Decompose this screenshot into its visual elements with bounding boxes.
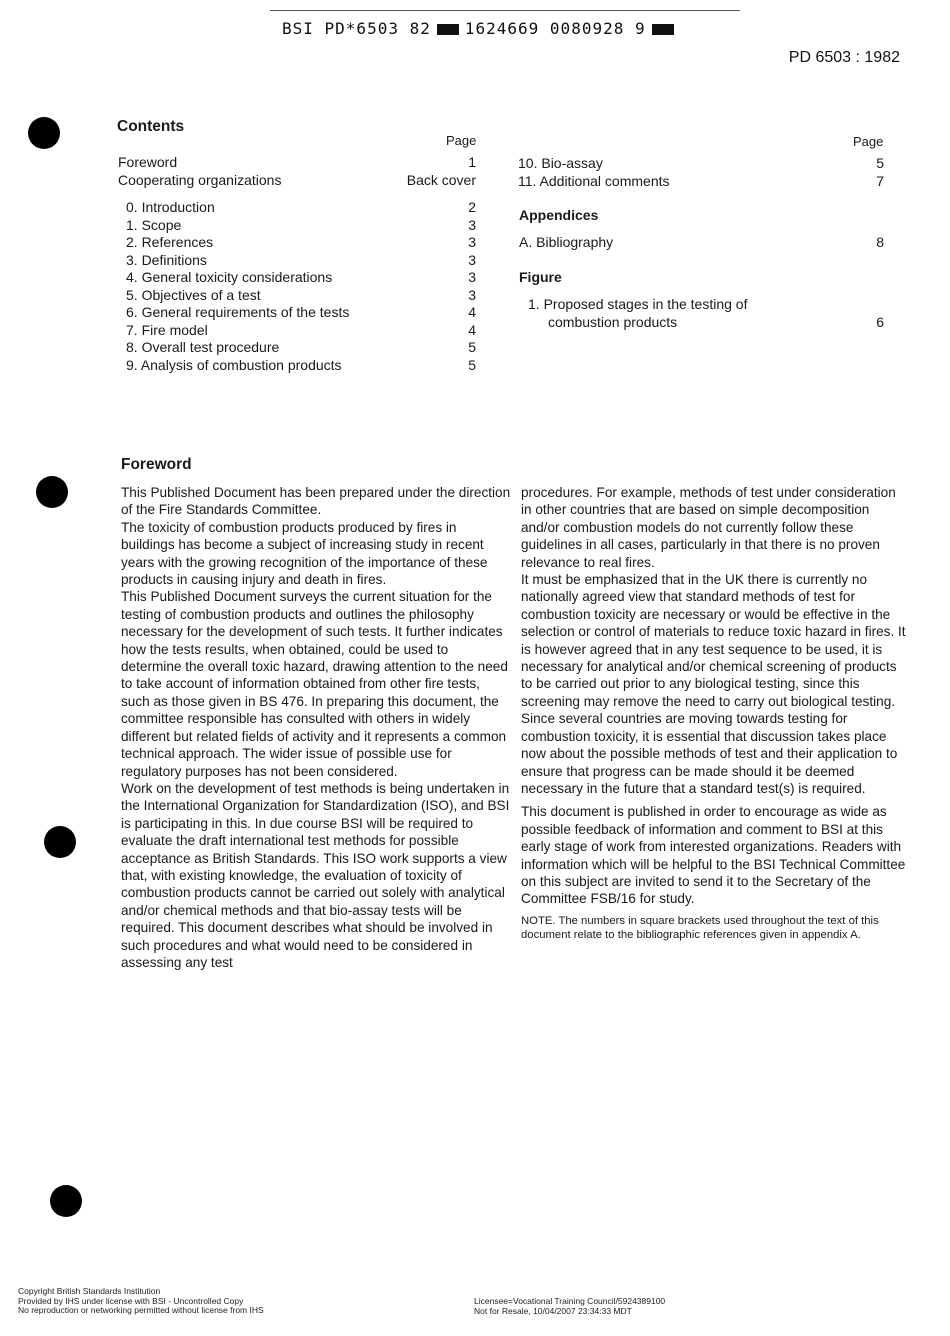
toc-page: 4	[468, 304, 476, 320]
footer-line: No reproduction or networking permitted without license from IHS	[18, 1305, 264, 1315]
punch-hole-icon	[28, 117, 60, 149]
barcode-block-icon	[652, 24, 674, 35]
header-code-right: 1624669 0080928 9	[464, 19, 646, 38]
toc-page: 3	[468, 286, 476, 303]
toc-entry: 3. Definitions	[126, 251, 207, 268]
toc-page: 2	[468, 199, 476, 215]
toc-page: 4	[468, 321, 476, 338]
foreword-paragraph: This Published Document has been prepared under the direction of the Fire Standards Committee.	[121, 485, 511, 518]
toc-entry: 2. References	[126, 234, 214, 250]
toc-entry: 7. Fire model	[126, 321, 208, 338]
header-code	[282, 19, 680, 38]
toc-page: 3	[468, 216, 476, 233]
foreword-right-column	[521, 484, 906, 942]
punch-hole-icon	[44, 826, 76, 858]
toc-page: 3	[468, 234, 476, 250]
footer-license	[474, 1297, 665, 1316]
footer-line: Licensee=Vocational Training Council/5924389100	[474, 1296, 666, 1306]
foreword-paragraph: This document is published in order to encourage as wide as possible feedback of information and comment to BSI at this early stage of work from interested organizations. Readers with information which will be helpful to the BSI Technical Committee on this subject are invited to send it to the Secretary of the Committee FSB/16 for study.	[521, 804, 906, 907]
toc-entry	[118, 154, 177, 172]
toc-entry: 9. Analysis of combustion products	[126, 356, 342, 373]
foreword-paragraph: It must be emphasized that in the UK there is currently no nationally agreed view that standard methods of test for combustion toxicity are necessary or would be effective in the selection or control of materials to reduce toxic hazard in fires. It is however agreed that in any test sequence to be used, it is necessary for analytical and/or chemical screening of products to be carried out prior to any biological testing, since this screening may remove the need to carry out biological testing. Since several countries are moving towards testing for combustion toxicity, it is essential that discussion takes place now about the possible methods of test and their application to ensure that progress can be made should it be deemed necessary in the future that a standard test(s) is required.	[521, 572, 906, 796]
toc-entry-continued: combustion products	[548, 313, 678, 330]
header-code-left: BSI PD*6503 82	[282, 19, 431, 38]
foreword-paragraph: procedures. For example, methods of test under consideration in other countries that are based on simple decomposition and/or combustion models do not currently follow these guidelines in all cases, particularly in that there is no proven relevance to real fires.	[521, 485, 896, 570]
scan-line	[270, 10, 740, 11]
footer-line: Not for Resale, 10/04/2007 23:34:33 MDT	[474, 1305, 632, 1316]
toc-entry: 11. Additional comments	[518, 172, 670, 189]
toc-page: 3	[468, 269, 476, 285]
barcode-block-icon	[437, 24, 459, 35]
toc-page: 5	[876, 155, 884, 171]
foreword-paragraph: This Published Document surveys the current situation for the testing of combustion products and outlines the philosophy necessary for the development of such tests. It further indicates how the tests results, when obtained, could be used to determine the overall toxic hazard, drawing attention to the need to take account of information obtained from other fire tests, such as those given in BS 476. In preparing this document, the committee responsible has consulted with others in widely different but related fields of activity and it represents a common technical approach. The wider issue of possible use for regulatory purposes has not been considered.	[121, 589, 508, 779]
toc-page: 5	[468, 339, 476, 355]
toc-label: Foreword	[118, 154, 178, 170]
footer-line: Copyright British Standards Institution	[18, 1286, 161, 1296]
document-number: PD 6503 : 1982	[788, 49, 900, 66]
toc-page: 3	[468, 251, 476, 268]
toc-entry	[118, 172, 281, 190]
foreword-paragraph: The toxicity of combustion products produced by fires in buildings has become a subject of increasing study in recent years with the growing recognition of the importance of these products in causing injury and death in fires.	[121, 519, 488, 588]
footer-copyright	[18, 1287, 264, 1316]
toc-entry: 8. Overall test procedure	[126, 339, 280, 355]
toc-entry: 1. Scope	[126, 216, 182, 233]
toc-entry: 5. Objectives of a test	[126, 286, 261, 303]
appendices-title: Appendices	[519, 207, 599, 223]
toc-entry: 4. General toxicity considerations	[126, 269, 333, 285]
toc-page: Back cover	[406, 172, 476, 188]
contents-page-label: Page	[853, 134, 884, 149]
toc-entry: 1. Proposed stages in the testing of	[528, 296, 748, 312]
contents-title: Contents	[117, 118, 185, 135]
figure-title: Figure	[519, 269, 562, 285]
foreword-paragraph: Work on the development of test methods is being undertaken in the International Organization for Standardization (ISO), and BSI is participating in this. In due course BSI will be required to evaluate the draft international test methods for possible acceptance as British Standards. This ISO work supports a view that, with existing knowledge, the evaluation of toxicity of combustion products cannot be carried out solely with analytical and/or chemical methods and that bio-assay tests will be required. This document describes what should be involved in such procedures and what would need to be considered in assessing any test	[121, 780, 510, 970]
toc-page: 8	[876, 234, 884, 250]
toc-page: 5	[468, 356, 476, 373]
toc-page: 6	[876, 313, 884, 330]
foreword-note: NOTE. The numbers in square brackets used throughout the text of this document relate to the bibliographic references given in appendix A.	[521, 914, 879, 941]
foreword-left-column	[121, 484, 511, 971]
footer-line: Provided by IHS under license with BSI - Uncontrolled Copy	[18, 1295, 244, 1306]
punch-hole-icon	[36, 476, 68, 508]
toc-entry: 10. Bio-assay	[518, 155, 603, 171]
punch-hole-icon	[50, 1185, 82, 1217]
toc-label: Cooperating organizations	[118, 172, 282, 188]
toc-entry: 0. Introduction	[126, 199, 215, 215]
foreword-title: Foreword	[121, 456, 192, 473]
toc-entry: 6. General requirements of the tests	[126, 304, 350, 320]
toc-page: 7	[876, 172, 884, 189]
toc-page: 1	[468, 154, 476, 170]
toc-entry: A. Bibliography	[519, 234, 614, 250]
contents-page-label: Page	[446, 133, 477, 148]
